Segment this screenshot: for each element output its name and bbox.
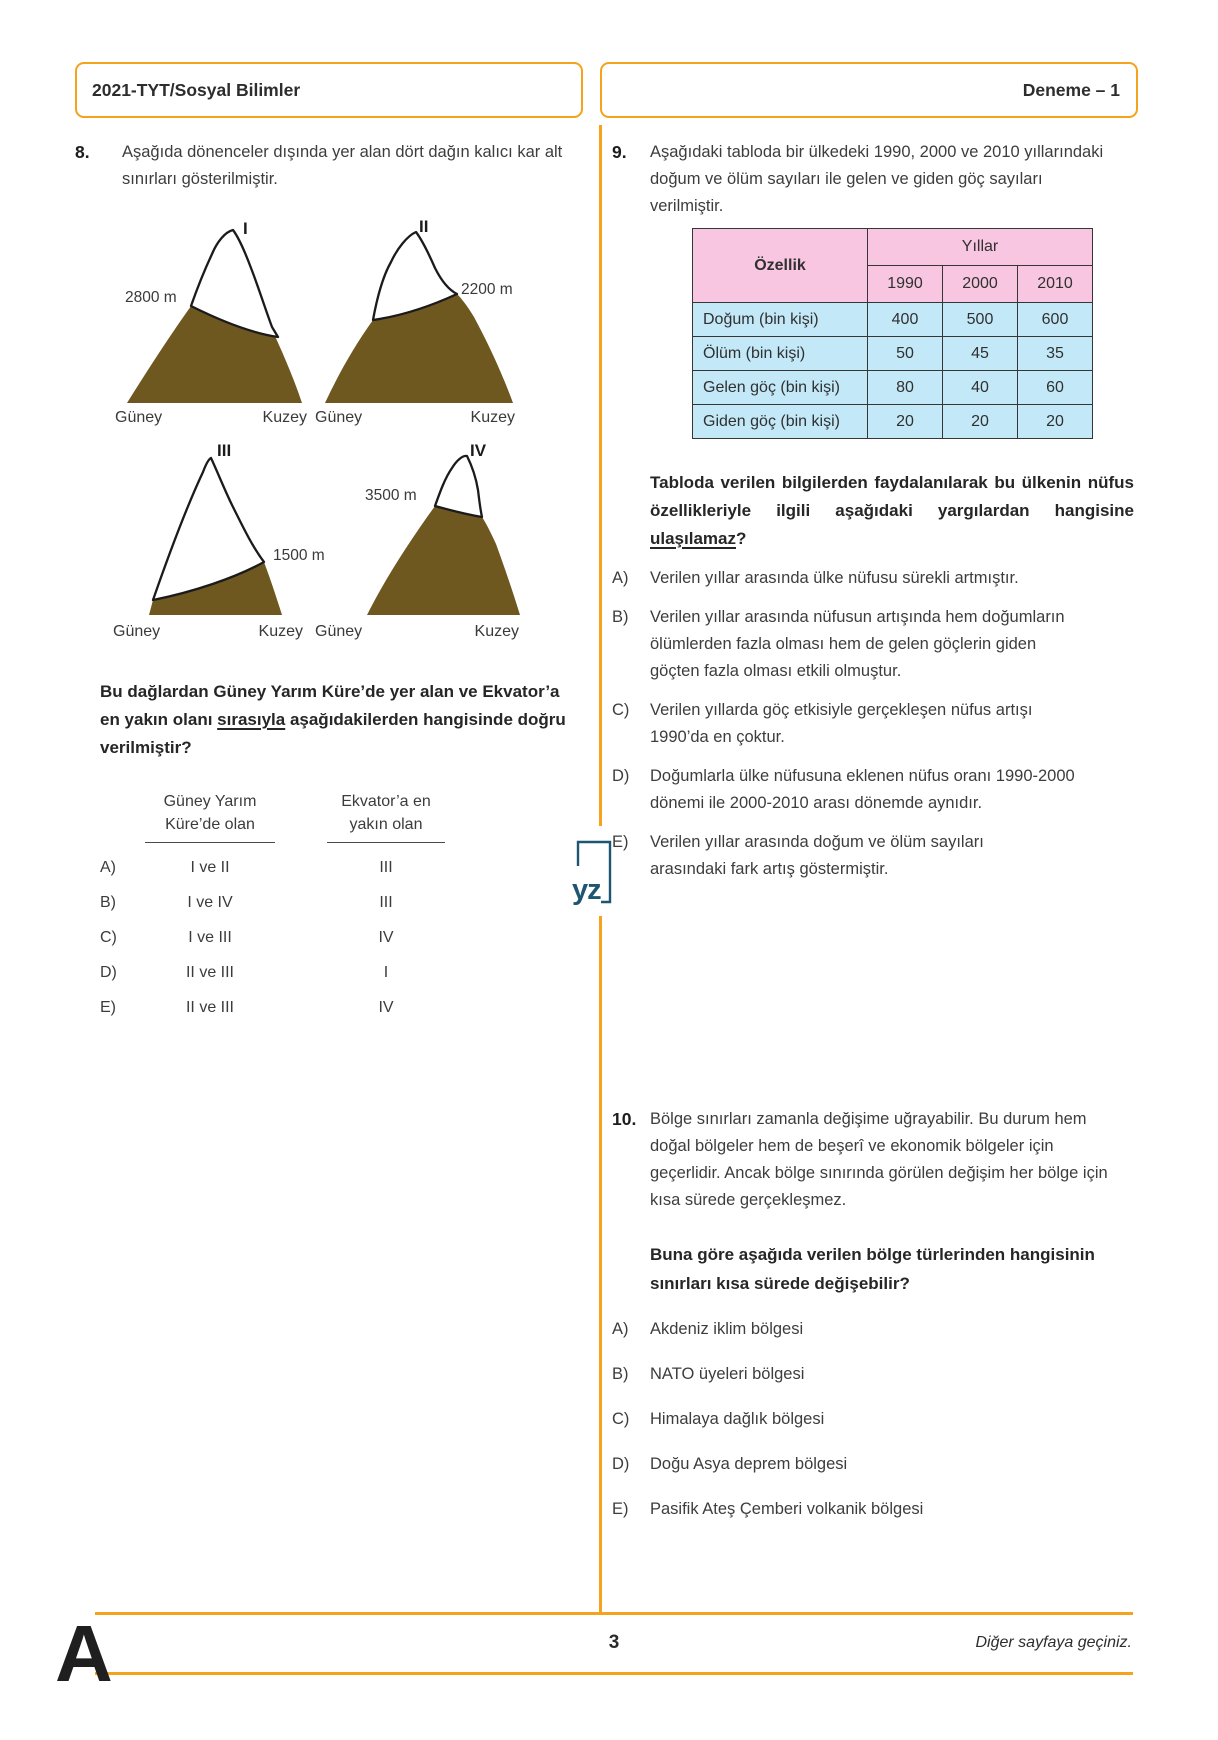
option-col2: IV	[378, 999, 394, 1016]
mountain-1-snowline-altitude: 2800 m	[125, 289, 177, 306]
option-a	[612, 1316, 1138, 1343]
option-text: Verilen yıllar arasında doğum ve ölüm sayıları arasındaki fark artış göstermiştir.	[650, 833, 984, 878]
mountain-2-numeral: II	[419, 217, 429, 236]
answer-row-d	[100, 962, 587, 983]
option-text: Himalaya dağlık bölgesi	[650, 1410, 825, 1428]
mountain-1-direction-labels	[105, 409, 315, 427]
option-col1: II ve III	[185, 964, 234, 981]
answer-table-header	[100, 790, 587, 843]
option-letter: E)	[612, 833, 629, 851]
col1-header-line1: Güney Yarım	[163, 793, 257, 810]
option-b	[612, 604, 1138, 685]
mountain-4-numeral: IV	[470, 441, 487, 460]
answer-col2-header	[327, 790, 445, 843]
table-corner-header: Özellik	[693, 229, 868, 303]
question-9-stem	[650, 469, 1134, 553]
row-label: Gelen göç (bin kişi)	[693, 371, 868, 405]
option-e	[612, 1496, 1138, 1523]
option-letter: B)	[612, 1365, 629, 1383]
population-data-table	[692, 228, 1093, 439]
stem-text-before: Bu dağlardan Güney Yarım Küre’de yer alan ve Ekvator’a en yakın olanı	[100, 682, 560, 729]
stem-underlined-word: sırasıyla	[217, 710, 286, 729]
mountain-3-icon	[105, 443, 315, 618]
cell-value: 35	[1018, 337, 1093, 371]
table-row-immigration	[693, 371, 1093, 405]
option-letter: C)	[612, 1410, 630, 1428]
south-label: Güney	[315, 623, 363, 640]
booklet-letter: A	[55, 1609, 113, 1698]
question-9-number: 9.	[612, 142, 627, 162]
answer-row-b	[100, 892, 587, 913]
header-left-box	[75, 62, 583, 118]
cell-value: 20	[1018, 405, 1093, 439]
option-letter: C)	[612, 701, 630, 719]
table-group-header: Yıllar	[868, 229, 1093, 266]
column-divider-top	[599, 125, 602, 826]
cell-value: 500	[943, 303, 1018, 337]
mountain-3-snowline-altitude: 1500 m	[273, 547, 325, 564]
cell-value: 40	[943, 371, 1018, 405]
option-e	[612, 829, 1138, 883]
table-row-births	[693, 303, 1093, 337]
south-label: Güney	[113, 623, 161, 640]
option-col1: I ve II	[190, 859, 230, 876]
option-col2: III	[379, 894, 393, 911]
stem-text-before: Tabloda verilen bilgilerden faydalanılarak bu ülkenin nüfus özellikleriyle ilgili aşağıdaki yargılardan hangisine	[650, 473, 1134, 520]
question-9-intro: Aşağıdaki tabloda bir ülkedeki 1990, 2000 ve 2010 yıllarındaki doğum ve ölüm sayıları ile gelen ve giden göç sayıları verilmiştir.	[650, 143, 1104, 215]
option-letter: D)	[100, 964, 117, 981]
question-9	[612, 133, 1138, 883]
north-label: Kuzey	[258, 623, 303, 640]
option-letter: C)	[100, 929, 117, 946]
exam-title: 2021-TYT/Sosyal Bilimler	[92, 79, 301, 100]
header-right-box	[600, 62, 1138, 118]
option-text: NATO üyeleri bölgesi	[650, 1365, 805, 1383]
mountain-4	[315, 441, 525, 640]
north-label: Kuzey	[474, 623, 519, 640]
mountain-4-icon	[315, 443, 525, 618]
question-10-number: 10.	[612, 1109, 637, 1129]
cell-value: 20	[868, 405, 943, 439]
option-letter: E)	[100, 999, 116, 1016]
option-letter: D)	[612, 1455, 630, 1473]
question-10-stem: Buna göre aşağıda verilen bölge türlerinden hangisinin sınırları kısa sürede değişebilir?	[650, 1245, 1095, 1293]
question-8-answer-table	[100, 790, 587, 1018]
cell-value: 50	[868, 337, 943, 371]
answer-row-e	[100, 997, 587, 1018]
option-text: Pasifik Ateş Çemberi volkanik bölgesi	[650, 1500, 924, 1518]
south-label: Güney	[115, 409, 163, 426]
stem-text-after: ?	[736, 529, 747, 548]
mountain-1	[105, 219, 315, 426]
table-row-deaths	[693, 337, 1093, 371]
option-letter: A)	[612, 569, 629, 587]
stem-underlined-word: ulaşılamaz	[650, 529, 736, 548]
option-a	[612, 565, 1138, 592]
option-text: Verilen yıllar arasında nüfusun artışında hem doğumların ölümlerden fazla olması hem de gelen göçlerin giden göçten fazla olması etkili olmuştur.	[650, 608, 1065, 680]
cell-value: 20	[943, 405, 1018, 439]
question-8-intro: Aşağıda dönenceler dışında yer alan dört dağın kalıcı kar alt sınırları gösterilmiştir.	[122, 143, 563, 188]
option-text: Doğumlarla ülke nüfusuna eklenen nüfus oranı 1990-2000 dönemi ile 2000-2010 arası dönemde aynıdır.	[650, 767, 1075, 812]
option-col1: I ve IV	[187, 894, 233, 911]
option-d	[612, 1451, 1138, 1478]
south-label: Güney	[315, 409, 363, 426]
question-9-intro-row	[612, 133, 1138, 220]
question-10-intro-row	[612, 1100, 1138, 1214]
cell-value: 600	[1018, 303, 1093, 337]
mountain-2-icon	[315, 223, 525, 405]
answer-col1-header	[145, 790, 275, 843]
cell-value: 60	[1018, 371, 1093, 405]
year-column-header: 2010	[1018, 266, 1093, 303]
year-column-header: 2000	[943, 266, 1018, 303]
question-8-stem	[100, 678, 570, 762]
option-letter: A)	[100, 859, 116, 876]
question-8	[75, 133, 587, 1018]
north-label: Kuzey	[262, 409, 307, 426]
option-letter: B)	[612, 608, 629, 626]
mountain-2-direction-labels	[315, 409, 525, 427]
page-number: 3	[608, 1632, 620, 1653]
option-text: Doğu Asya deprem bölgesi	[650, 1455, 848, 1473]
turn-page-note: Diğer sayfaya geçiniz.	[975, 1634, 1132, 1651]
mountain-2	[315, 217, 525, 426]
answer-row-a	[100, 857, 587, 878]
cell-value: 80	[868, 371, 943, 405]
exam-edition: Deneme – 1	[1022, 79, 1120, 100]
logo-text: yz	[572, 874, 601, 906]
option-text: Verilen yıllar arasında ülke nüfusu sürekli artmıştır.	[650, 569, 1019, 587]
row-label: Ölüm (bin kişi)	[693, 337, 868, 371]
cell-value: 45	[943, 337, 1018, 371]
question-8-number: 8.	[75, 142, 90, 162]
col2-header-line1: Ekvator’a en	[341, 793, 431, 810]
mountain-4-direction-labels	[315, 623, 525, 641]
row-label: Giden göç (bin kişi)	[693, 405, 868, 439]
option-text: Akdeniz iklim bölgesi	[650, 1320, 804, 1338]
option-col1: I ve III	[188, 929, 232, 946]
row-label: Doğum (bin kişi)	[693, 303, 868, 337]
option-text: Verilen yıllarda göç etkisiyle gerçekleşen nüfus artışı 1990’da en çoktur.	[650, 701, 1033, 746]
footer-top-rule	[95, 1612, 1133, 1615]
mountain-1-numeral: I	[243, 219, 248, 238]
option-col1: II ve III	[185, 999, 234, 1016]
option-col2: IV	[378, 929, 394, 946]
option-letter: D)	[612, 767, 630, 785]
option-letter: E)	[612, 1500, 629, 1518]
mountain-3	[105, 441, 325, 640]
year-column-header: 1990	[868, 266, 943, 303]
option-d	[612, 763, 1138, 817]
option-letter: A)	[612, 1320, 629, 1338]
option-letter: B)	[100, 894, 116, 911]
question-8-intro-row	[75, 133, 587, 193]
answer-row-c	[100, 927, 587, 948]
col1-header-line2: Küre’de olan	[165, 816, 255, 833]
mountain-2-snowline-altitude: 2200 m	[461, 281, 513, 298]
col2-header-line2: yakın olan	[349, 816, 423, 833]
question-10	[612, 1100, 1138, 1523]
option-col2: III	[379, 859, 393, 876]
mountains-figure	[75, 215, 587, 660]
mountain-4-snowline-altitude: 3500 m	[365, 487, 417, 504]
column-divider-bottom	[599, 916, 602, 1612]
option-c	[612, 697, 1138, 751]
stem-text-after: aşağıdakilerden hangisinde doğru verilmiştir?	[100, 710, 566, 757]
table-row-emigration	[693, 405, 1093, 439]
option-c	[612, 1406, 1138, 1433]
mountain-3-numeral: III	[217, 441, 232, 460]
north-label: Kuzey	[470, 409, 515, 426]
option-col2: I	[383, 964, 389, 981]
cell-value: 400	[868, 303, 943, 337]
footer-bottom-rule	[95, 1672, 1133, 1675]
mountain-3-direction-labels	[105, 623, 315, 641]
mountain-1-icon	[105, 223, 315, 405]
question-10-intro: Bölge sınırları zamanla değişime uğrayabilir. Bu durum hem doğal bölgeler hem de beşerî ve ekonomik bölgeler için geçerlidir. Ancak bölge sınırında görülen değişim her bölge için kısa sürede gerçekleşmez.	[650, 1110, 1108, 1209]
option-b	[612, 1361, 1138, 1388]
